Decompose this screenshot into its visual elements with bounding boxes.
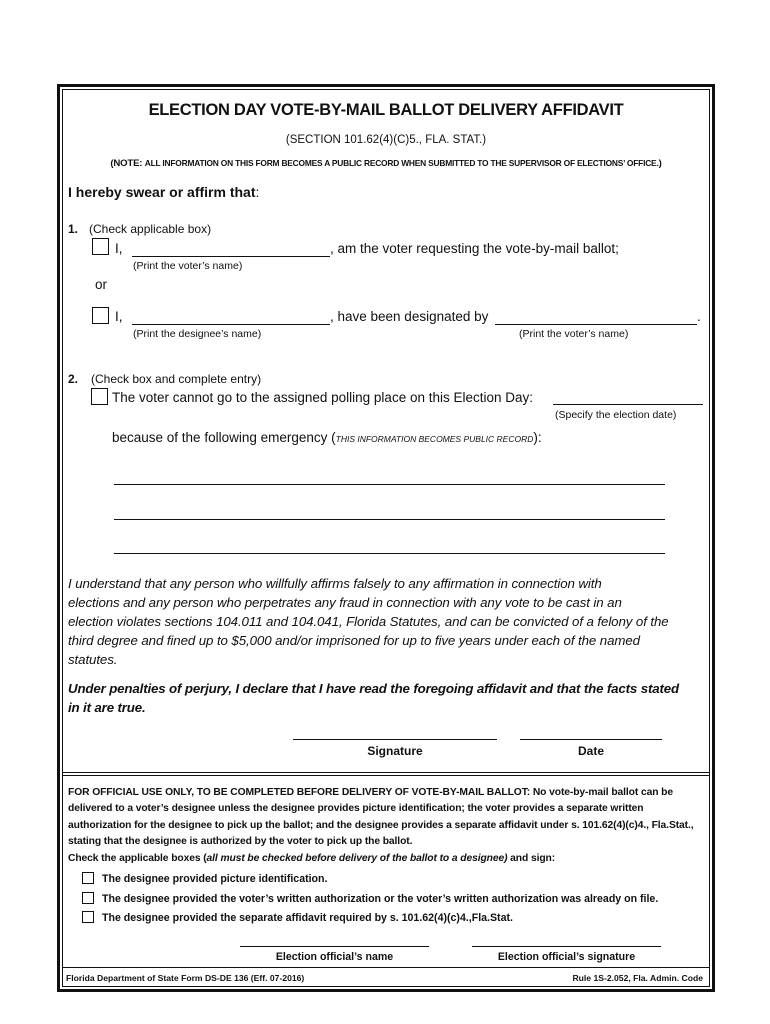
warning-line: third degree and fined up to $5,000 and/or imprisoned for up to five years under each of the named bbox=[68, 633, 640, 648]
cannot-go-statement: The voter cannot go to the assigned polling place on this Election Day: bbox=[112, 390, 534, 405]
check-item-label: The designee provided the voter’s written authorization or the voter’s written authorization was already on file. bbox=[102, 893, 659, 905]
official-use-instructions: FOR OFFICIAL USE ONLY, TO BE COMPLETED BEFORE DELIVERY OF VOTE-BY-MAIL BALLOT: No vote-by-mail ballot can be delivered to a voter’s designee unless the designee provides picture identification; the voter provides a separate written authorization for the designee to pick up the ballot; and the designee provides a separate affidavit under s. 101.62(4)(c)4., Fla.Stat., stating that the designee is authorized by the voter to pick up the ballot. Check the applicable boxes (all must be checked before delivery of the ballot to a designee) and sign: bbox=[68, 787, 694, 864]
designee-prefix: I, bbox=[115, 309, 123, 324]
voter-checkbox[interactable] bbox=[92, 238, 109, 255]
election-date-line[interactable] bbox=[553, 404, 703, 405]
item-2-instruction: (Check box and complete entry) bbox=[91, 372, 262, 386]
designee-checkbox[interactable] bbox=[92, 307, 109, 324]
designee-end-period: . bbox=[697, 309, 701, 324]
item-1-instruction: (Check applicable box) bbox=[89, 222, 212, 236]
cannot-go-checkbox[interactable] bbox=[91, 388, 108, 405]
election-date-caption: (Specify the election date) bbox=[555, 409, 677, 421]
written-authorization-checkbox[interactable] bbox=[82, 892, 94, 904]
rule-reference: Rule 1S-2.052, Fla. Admin. Code bbox=[572, 973, 703, 983]
swear-heading: I hereby swear or affirm that: bbox=[68, 184, 260, 200]
item-2-number: 2. bbox=[68, 372, 79, 386]
signature-line[interactable] bbox=[293, 739, 497, 740]
form-title: ELECTION DAY VOTE-BY-MAIL BALLOT DELIVERY AFFIDAVIT bbox=[148, 101, 624, 119]
or-label: or bbox=[95, 277, 108, 292]
designee-name-caption: (Print the designee’s name) bbox=[133, 328, 262, 340]
date-label: Date bbox=[577, 744, 604, 758]
perjury-declaration-line: in it are true. bbox=[68, 700, 146, 715]
voter-prefix: I, bbox=[115, 241, 123, 256]
official-signature-label: Election official’s signature bbox=[497, 951, 636, 963]
emergency-line-2[interactable] bbox=[114, 519, 665, 520]
designee-name-line[interactable] bbox=[132, 324, 330, 325]
voter-name-caption: (Print the voter’s name) bbox=[133, 260, 243, 272]
picture-id-checkbox[interactable] bbox=[82, 872, 94, 884]
voter-statement: , am the voter requesting the vote-by-mail ballot; bbox=[330, 241, 619, 256]
designating-voter-name-line[interactable] bbox=[495, 324, 697, 325]
check-item-label: The designee provided the separate affidavit required by s. 101.62(4)(c)4.,Fla.Stat. bbox=[102, 912, 513, 924]
designating-voter-caption: (Print the voter’s name) bbox=[519, 328, 629, 340]
section-divider bbox=[62, 775, 710, 776]
official-name-line[interactable] bbox=[240, 946, 429, 947]
form-number: Florida Department of State Form DS-DE 136 (Eff. 07-2016) bbox=[66, 973, 305, 983]
official-name-label: Election official’s name bbox=[275, 951, 394, 963]
footer-divider bbox=[62, 967, 710, 968]
official-signature-line[interactable] bbox=[472, 946, 661, 947]
emergency-label: because of the following emergency (THIS INFORMATION BECOMES PUBLIC RECORD): bbox=[112, 430, 542, 445]
emergency-line-1[interactable] bbox=[114, 484, 665, 485]
perjury-declaration-line: Under penalties of perjury, I declare that I have read the foregoing affidavit and that the facts stated bbox=[68, 681, 679, 696]
emergency-line-3[interactable] bbox=[114, 553, 665, 554]
form-section-reference: (SECTION 101.62(4)(C)5., FLA. STAT.) bbox=[285, 134, 487, 146]
warning-line: elections and any person who perpetrates any fraud in connection with any vote to be cast in an bbox=[68, 595, 622, 610]
warning-line: election violates sections 104.011 and 104.041, Florida Statutes, and can be convicted of a felony of the bbox=[68, 614, 669, 629]
warning-line: I understand that any person who willfully affirms falsely to any affirmation in connection with bbox=[68, 576, 602, 591]
signature-label: Signature bbox=[367, 744, 423, 758]
designee-statement: , have been designated by bbox=[330, 309, 489, 324]
date-line[interactable] bbox=[520, 739, 662, 740]
public-record-note: (NOTE: ALL INFORMATION ON THIS FORM BECOMES A PUBLIC RECORD WHEN SUBMITTED TO THE SUPERVISOR OF ELECTIONS’ OFFICE.) bbox=[110, 158, 662, 169]
voter-name-line[interactable] bbox=[132, 256, 330, 257]
item-1-number: 1. bbox=[68, 222, 79, 236]
separate-affidavit-checkbox[interactable] bbox=[82, 911, 94, 923]
warning-line: statutes. bbox=[68, 652, 118, 667]
section-divider bbox=[62, 772, 710, 773]
check-item-label: The designee provided picture identification. bbox=[102, 873, 328, 885]
